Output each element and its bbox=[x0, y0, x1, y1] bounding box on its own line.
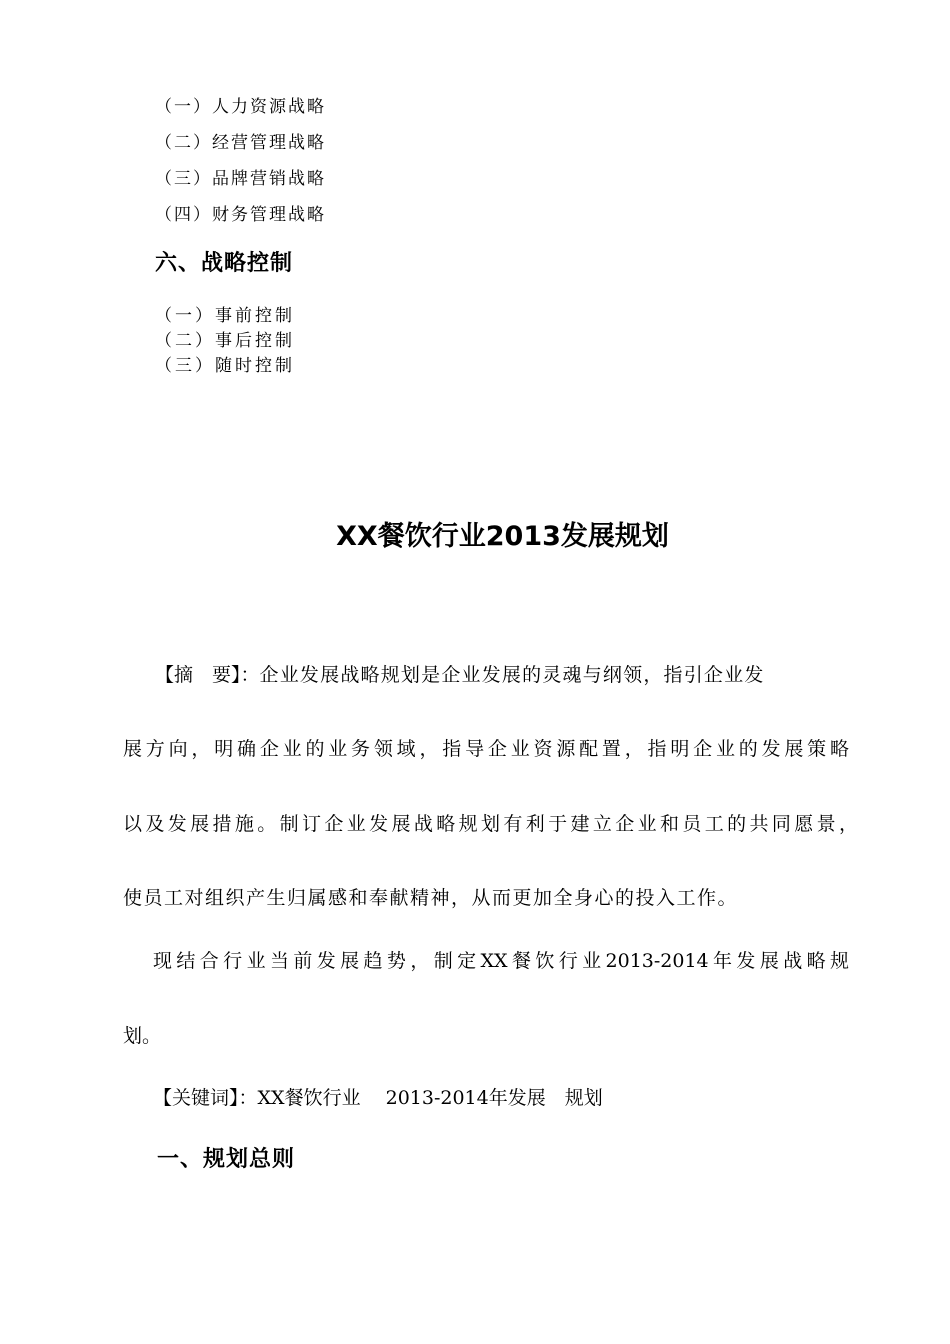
abstract-first-line bbox=[155, 663, 765, 687]
toc-item-hr-strategy: （一）人力资源战略 bbox=[155, 97, 326, 117]
abstract-text-line3: 以及发展措施。制订企业发展战略规划有利于建立企业和员工的共同愿景， bbox=[123, 813, 858, 835]
toc-item-pre-control: （一）事前控制 bbox=[155, 306, 295, 326]
abstract-text-line2: 展方向，明确企业的业务领域，指导企业资源配置，指明企业的发展策略 bbox=[123, 738, 849, 760]
para2-line2: 划。 bbox=[123, 1025, 162, 1047]
toc-item-brand-marketing-strategy: （三）品牌营销战略 bbox=[155, 169, 326, 189]
abstract-label: 【摘 要】： bbox=[155, 664, 260, 686]
document-title: XX餐饮行业2013发展规划 bbox=[336, 521, 669, 552]
keywords-text: XX餐饮行业 2013-2014年发展 规划 bbox=[257, 1087, 603, 1109]
section6-heading: 六、战略控制 bbox=[155, 251, 294, 276]
toc-item-finance-strategy: （四）财务管理战略 bbox=[155, 205, 326, 225]
abstract-text-line4: 使员工对组织产生归属感和奉献精神，从而更加全身心的投入工作。 bbox=[123, 887, 739, 909]
toc-item-management-strategy: （二）经营管理战略 bbox=[155, 133, 326, 153]
section1-heading: 一、规划总则 bbox=[157, 1147, 296, 1172]
toc-item-realtime-control: （三）随时控制 bbox=[155, 356, 295, 376]
keywords-line bbox=[153, 1086, 603, 1110]
toc-item-post-control: （二）事后控制 bbox=[155, 331, 295, 351]
keywords-label: 【关键词】： bbox=[153, 1087, 258, 1109]
abstract-text-line1: 企业发展战略规划是企业发展的灵魂与纲领，指引企业发 bbox=[259, 664, 765, 686]
para2-line1: 现结合行业当前发展趋势，制定XX餐饮行业2013-2014年发展战略规 bbox=[153, 950, 849, 972]
